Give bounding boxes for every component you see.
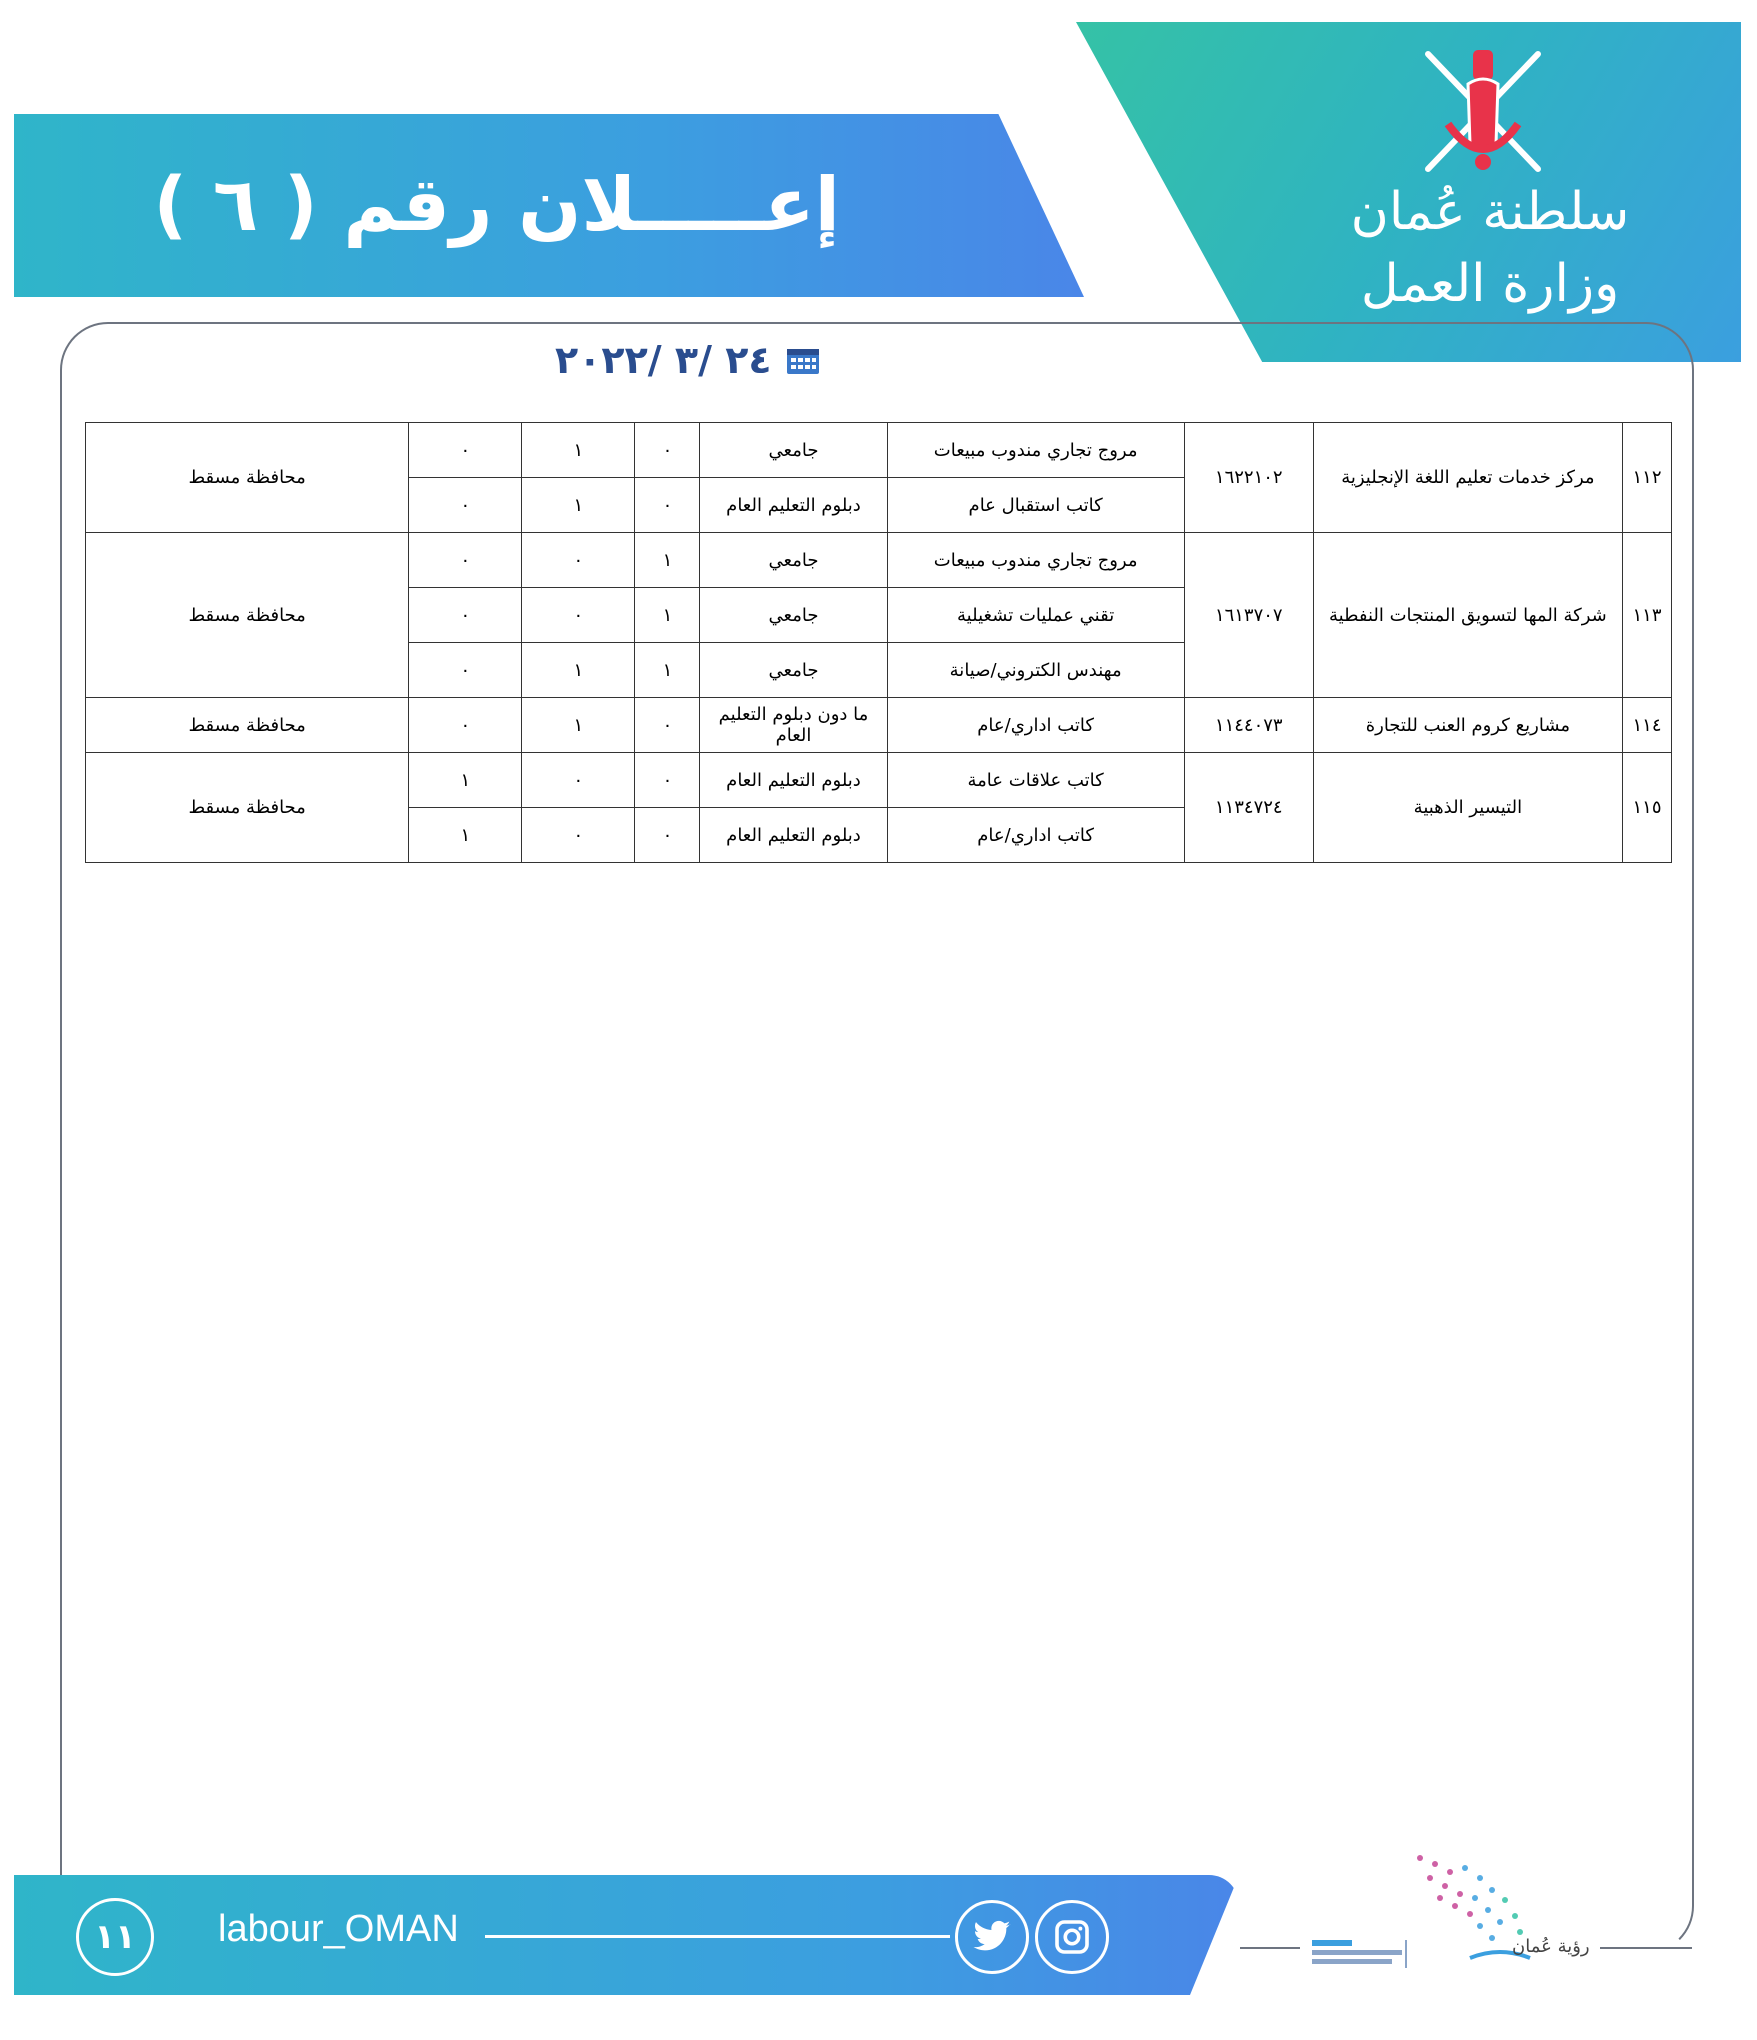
cell-count: ١	[409, 753, 522, 808]
cell-count: ٠	[635, 753, 700, 808]
cell-registration: ١٦٢٢١٠٢	[1184, 423, 1313, 533]
oman-vision-2040-logo	[1380, 1838, 1590, 1988]
cell-count: ١	[522, 698, 635, 753]
table-row	[86, 753, 1672, 808]
cell-company: شركة المها لتسويق المنتجات النفطية	[1313, 533, 1622, 698]
cell-count: ٠	[635, 423, 700, 478]
cell-job: مروج تجاري مندوب مبيعات	[887, 423, 1184, 478]
cell-qualification: جامعي	[700, 643, 887, 698]
cell-qualification: دبلوم التعليم العام	[700, 478, 887, 533]
cell-count: ٠	[522, 588, 635, 643]
cell-region: محافظة مسقط	[86, 423, 409, 533]
cell-qualification: جامعي	[700, 423, 887, 478]
cell-region: محافظة مسقط	[86, 698, 409, 753]
cell-qualification: دبلوم التعليم العام	[700, 753, 887, 808]
cell-number: ١١٣	[1622, 533, 1671, 698]
twitter-icon[interactable]	[955, 1900, 1029, 1974]
cell-job: كاتب علاقات عامة	[887, 753, 1184, 808]
footer-divider	[485, 1935, 950, 1938]
cell-count: ١	[635, 533, 700, 588]
cell-count: ٠	[635, 808, 700, 863]
cell-count: ٠	[635, 698, 700, 753]
instagram-icon[interactable]	[1035, 1900, 1109, 1974]
cell-job: كاتب اداري/عام	[887, 698, 1184, 753]
cell-count: ١	[635, 643, 700, 698]
job-listing-table	[85, 422, 1672, 863]
cell-count: ٠	[409, 643, 522, 698]
page-number: ١١	[76, 1898, 154, 1976]
cell-qualification: جامعي	[700, 533, 887, 588]
cell-registration: ١٦١٣٧٠٧	[1184, 533, 1313, 698]
footer-frame-line	[1600, 1947, 1692, 1949]
cell-job: كاتب اداري/عام	[887, 808, 1184, 863]
cell-qualification: جامعي	[700, 588, 887, 643]
cell-count: ٠	[522, 753, 635, 808]
cell-registration: ١١٣٤٧٢٤	[1184, 753, 1313, 863]
cell-count: ١	[522, 478, 635, 533]
cell-count: ٠	[522, 808, 635, 863]
table-row	[86, 698, 1672, 753]
cell-count: ٠	[522, 533, 635, 588]
calendar-icon	[786, 345, 820, 375]
cell-job: كاتب استقبال عام	[887, 478, 1184, 533]
table-row	[86, 423, 1672, 478]
cell-count: ١	[635, 588, 700, 643]
oman-emblem-icon	[1408, 44, 1558, 184]
cell-company: مشاريع كروم العنب للتجارة	[1313, 698, 1622, 753]
page-title: إعـــــلان رقم ( ٦ )	[153, 162, 840, 248]
cell-count: ٠	[409, 698, 522, 753]
cell-job: مهندس الكتروني/صيانة	[887, 643, 1184, 698]
cell-count: ٠	[409, 588, 522, 643]
cell-job: تقني عمليات تشغيلية	[887, 588, 1184, 643]
social-handle[interactable]: labour_OMAN	[218, 1908, 459, 1950]
cell-number: ١١٢	[1622, 423, 1671, 533]
brand-line-sultanate: سلطنة عُمان	[1350, 182, 1630, 242]
cell-region: محافظة مسقط	[86, 533, 409, 698]
cell-region: محافظة مسقط	[86, 753, 409, 863]
cell-registration: ١١٤٤٠٧٣	[1184, 698, 1313, 753]
vision-caption: رؤية عُمان	[1512, 1936, 1590, 1957]
announcement-date: ٢٤ /٣ /٢٠٢٢	[555, 338, 772, 382]
date-row	[555, 336, 820, 384]
cell-count: ١	[522, 643, 635, 698]
cell-company: مركز خدمات تعليم اللغة الإنجليزية	[1313, 423, 1622, 533]
cell-count: ٠	[635, 478, 700, 533]
brand-line-ministry: وزارة العمل	[1360, 254, 1620, 314]
footer-frame-line	[1240, 1947, 1300, 1949]
cell-count: ٠	[409, 423, 522, 478]
cell-job: مروج تجاري مندوب مبيعات	[887, 533, 1184, 588]
cell-count: ٠	[409, 533, 522, 588]
cell-number: ١١٥	[1622, 753, 1671, 863]
cell-count: ١	[522, 423, 635, 478]
cell-qualification: ما دون دبلوم التعليم العام	[700, 698, 887, 753]
cell-count: ٠	[409, 478, 522, 533]
cell-qualification: دبلوم التعليم العام	[700, 808, 887, 863]
cell-number: ١١٤	[1622, 698, 1671, 753]
cell-count: ١	[409, 808, 522, 863]
table-row	[86, 533, 1672, 588]
cell-company: التيسير الذهبية	[1313, 753, 1622, 863]
